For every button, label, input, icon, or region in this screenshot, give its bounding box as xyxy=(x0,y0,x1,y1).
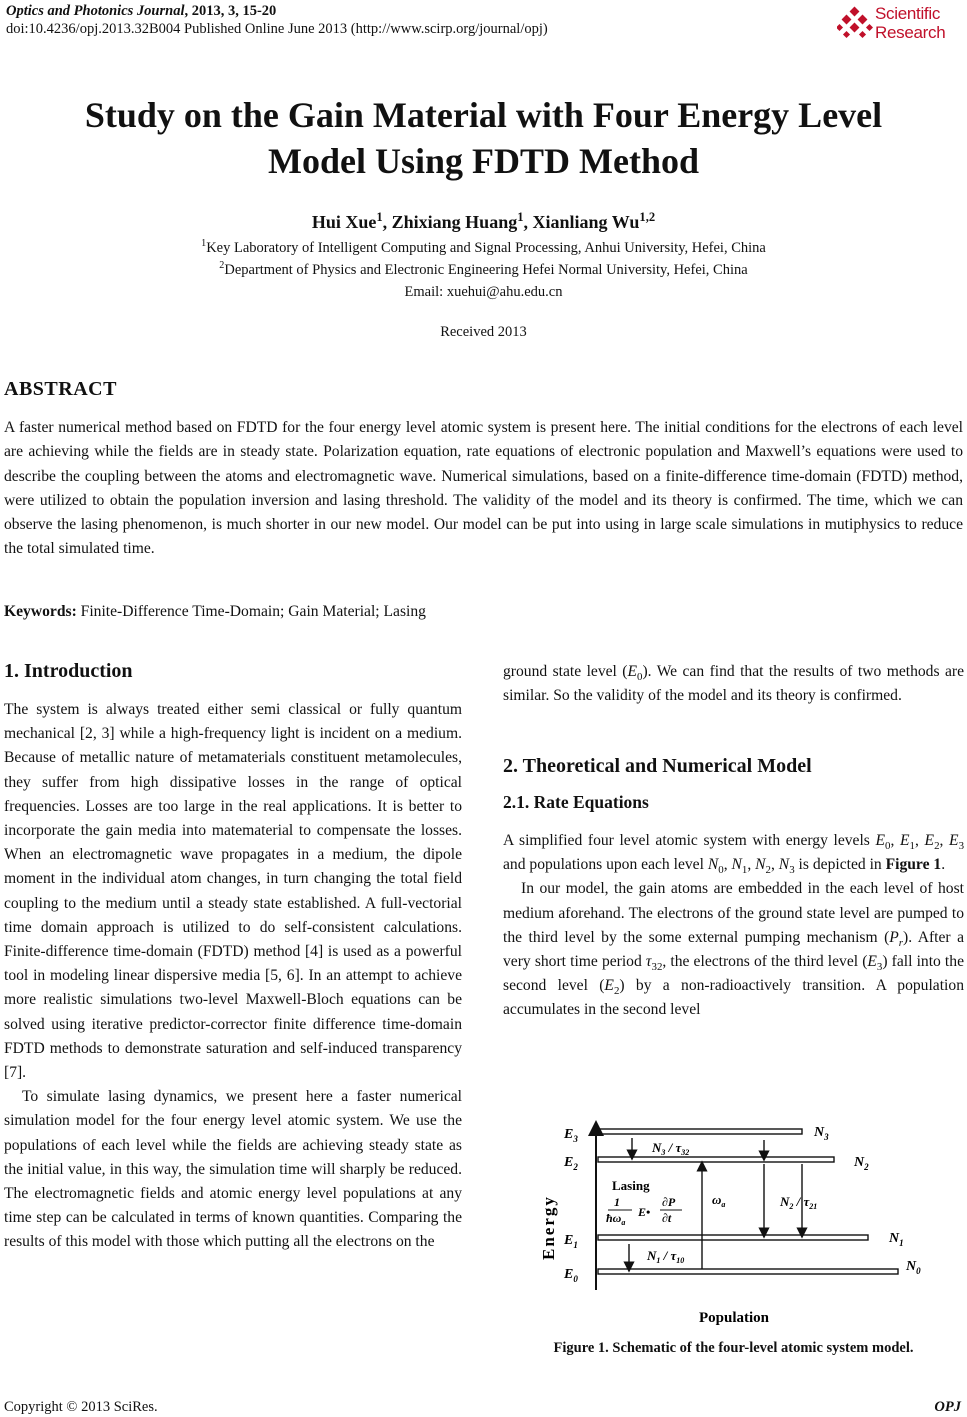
level-e3-label: $E_3$ xyxy=(564,1127,578,1144)
svg-text:∂P: ∂P xyxy=(662,1195,676,1209)
rate-n1-tau10-label: $N_1 / \tau_{10}$ xyxy=(647,1248,685,1265)
author-2-sup: 1 xyxy=(517,210,524,224)
logo-text-line2: Research xyxy=(875,23,946,42)
journal-issue: , 2013, 3, 15-20 xyxy=(184,3,277,19)
svg-text:E•: E• xyxy=(638,1205,651,1219)
section-1-paragraph-2: To simulate lasing dynamics, we present here a faster numerical simulation model for the four energy level atomic system. We use the populations of each level while the fields are achieving steady state as the initial value, in this way, the simulation time will sharply be reduced. The electromagnetic fields and atomic energy level populations at any time step can be calculated in terms of known quantities. Comparing the results of this model with those which putting all the electrons on the xyxy=(4,1088,462,1251)
level-e1-bar xyxy=(598,1235,868,1240)
section-1-heading: 1. Introduction xyxy=(4,660,133,682)
rate-n3-tau32-label: $N_3 / \tau_{32}$ xyxy=(652,1140,690,1157)
population-n1-label: $N_1$ xyxy=(889,1231,904,1248)
figure-1-caption: Figure 1. Schematic of the four-level atomic system model. xyxy=(553,1340,914,1356)
keywords-label: Keywords: xyxy=(4,603,77,620)
section-1-paragraph-1: The system is always treated either semi classical or fully quantum mechanical [2, 3] while a high-frequency light is incident on a medium. Because of metallic nature of metamaterials constituent metamolecules, they suffer from high dissipative losses in the range of optical frequencies. Losses are too large in the real applications. It is better to incorporate the gain media into matematerial to compensate the losses. When an electromagnetic wave propagates in a medium, the dipole moment in the individual atom changes, in turn changing the total field coupling to the medium until a steady state established. A full-vectorial time domain approach is utilized to do self-consistent calculations. Finite-difference time-domain (FDTD) method [4] is used as a powerful tool in modeling linear dispersive media [5, 6]. In an attempt to achieve more realistic simulations two-level Maxwell-Bloch equations can be solved using iterative predictor-corrector finite difference time-domain FDTD methods to demonstrate saturation and self-induced transparency [7]. xyxy=(4,701,462,1082)
affiliation-2-text: Department of Physics and Electronic Engineering Hefei Normal University, Hefei, China xyxy=(224,262,748,278)
section-2-1-heading: 2.1. Rate Equations xyxy=(503,792,649,812)
level-e0-bar xyxy=(598,1269,898,1274)
continued-text-a: ground state level ( xyxy=(503,663,628,680)
footer-journal-abbrev: OPJ xyxy=(934,1399,961,1415)
author-list xyxy=(0,212,967,233)
svg-text:∂t: ∂t xyxy=(662,1211,672,1225)
author-1: Hui Xue xyxy=(311,212,377,232)
section-1-body xyxy=(4,698,462,1255)
abstract-heading: ABSTRACT xyxy=(4,378,117,400)
affiliation-2-sup: 2 xyxy=(219,260,225,272)
rate-n2-tau21-label: $N_2 / \tau_{21}$ xyxy=(780,1194,818,1211)
section-2-1-body xyxy=(503,829,964,1023)
population-axis-label: Population xyxy=(699,1310,770,1326)
section-2-1-paragraph-2: In our model, the gain atoms are embedded in the each level of host medium aforehand. The electrons of the ground state level are pumped to the third level by the some external pumping mechanism $(P_r)$. After a very short time period $\tau_{32}$, the electrons of the third level $(E_3)$ fall into the second level $(E_2)$ by a non-radioactively transition. A population accumulates in the second level xyxy=(503,880,964,1019)
email: Email: xuehui@ahu.edu.cn xyxy=(404,284,563,300)
logo-text-line1: Scientific xyxy=(875,4,941,23)
level-e2-label: $E_2$ xyxy=(564,1155,578,1172)
energy-axis-label: Energy xyxy=(539,1195,558,1260)
lasing-label: Lasing xyxy=(612,1178,650,1193)
paper-title-line1: Study on the Gain Material with Four Energy Level xyxy=(84,95,883,135)
keywords-text: Finite-Difference Time-Domain; Gain Material; Lasing xyxy=(76,603,426,620)
section-2-1-paragraph-1: A simplified four level atomic system with energy levels $E_0$, $E_1$, $E_2$, $E_3$ and populations upon each level $N_0$, $N_1$, $N_2$, $N_3$ is depicted in Figure 1. xyxy=(503,832,965,877)
author-3-sup: 1,2 xyxy=(639,210,656,224)
section-1-continued: ground state level $(E_0)$. We can find that the results of two methods are similar. So the validity of the model and its theory is confirmed. xyxy=(503,663,964,705)
figure-1-reference[interactable]: Figure 1 xyxy=(885,856,942,874)
author-1-sup: 1 xyxy=(376,210,383,224)
figure-1 xyxy=(534,1120,964,1330)
level-e1-label: $E_1$ xyxy=(564,1233,578,1250)
affiliation-1-text: Key Laboratory of Intelligent Computing and Signal Processing, Anhui University, Hefei, China xyxy=(206,240,766,256)
population-n0-label: $N_0$ xyxy=(906,1259,921,1276)
scientific-research-logo xyxy=(837,4,961,44)
continued-text-b: ). We can find that the results of two methods are similar. So the validity of the model and its theory is confirmed. xyxy=(503,663,964,705)
affiliation-2 xyxy=(0,260,967,280)
affiliation-1-sup: 1 xyxy=(201,238,207,250)
affiliation-1 xyxy=(0,238,967,258)
omega-a-label: $\omega_a$ xyxy=(712,1192,726,1209)
received-date: Received 2013 xyxy=(440,324,527,340)
keywords xyxy=(4,603,426,621)
footer-copyright: Copyright © 2013 SciRes. xyxy=(4,1399,158,1415)
svg-text:ħωa: $ħ\omega_a$ xyxy=(606,1211,626,1227)
level-e0-label: $E_0$ xyxy=(564,1267,578,1284)
paper-title-line2: Model Using FDTD Method xyxy=(268,141,699,181)
author-2: , Zhixiang Huang xyxy=(382,212,518,232)
section-2-heading: 2. Theoretical and Numerical Model xyxy=(503,755,812,777)
journal-line xyxy=(6,2,276,20)
abstract-text: A faster numerical method based on FDTD for the four energy level atomic system is present here. The initial conditions for the electrons of each level are achieving while the fields are in steady state. Polarization equation, rate equations of electronic population and Maxwell’s equations were used to describe the coupling between the atoms and electromagnetic wave. Numerical simulations, based on a finite-difference time-domain (FDTD) method, were utilized to obtain the population inversion and lasing threshold. The validity of the model and its theory is confirmed. The time, which we can observe the lasing phenomenon, is much shorter in our new model. Our model can be put into using in large scale simulations in mutiphysics to reduce the total simulated time. xyxy=(4,419,963,558)
author-3: , Xianliang Wu xyxy=(523,212,640,232)
paper-title xyxy=(0,92,967,184)
doi-line: doi:10.4236/opj.2013.32B004 Published Online June 2013 (http://www.scirp.org/journal/opj) xyxy=(6,21,548,37)
population-n2-label: $N_2$ xyxy=(854,1155,869,1172)
level-e2-bar xyxy=(598,1157,834,1162)
level-e3-bar xyxy=(598,1129,802,1134)
svg-text:1: 1 xyxy=(614,1195,620,1209)
lasing-expression xyxy=(606,1195,682,1227)
logo-mark-icon xyxy=(837,6,873,42)
population-n3-label: $N_3$ xyxy=(814,1125,829,1142)
journal-name: Optics and Photonics Journal xyxy=(6,3,185,19)
